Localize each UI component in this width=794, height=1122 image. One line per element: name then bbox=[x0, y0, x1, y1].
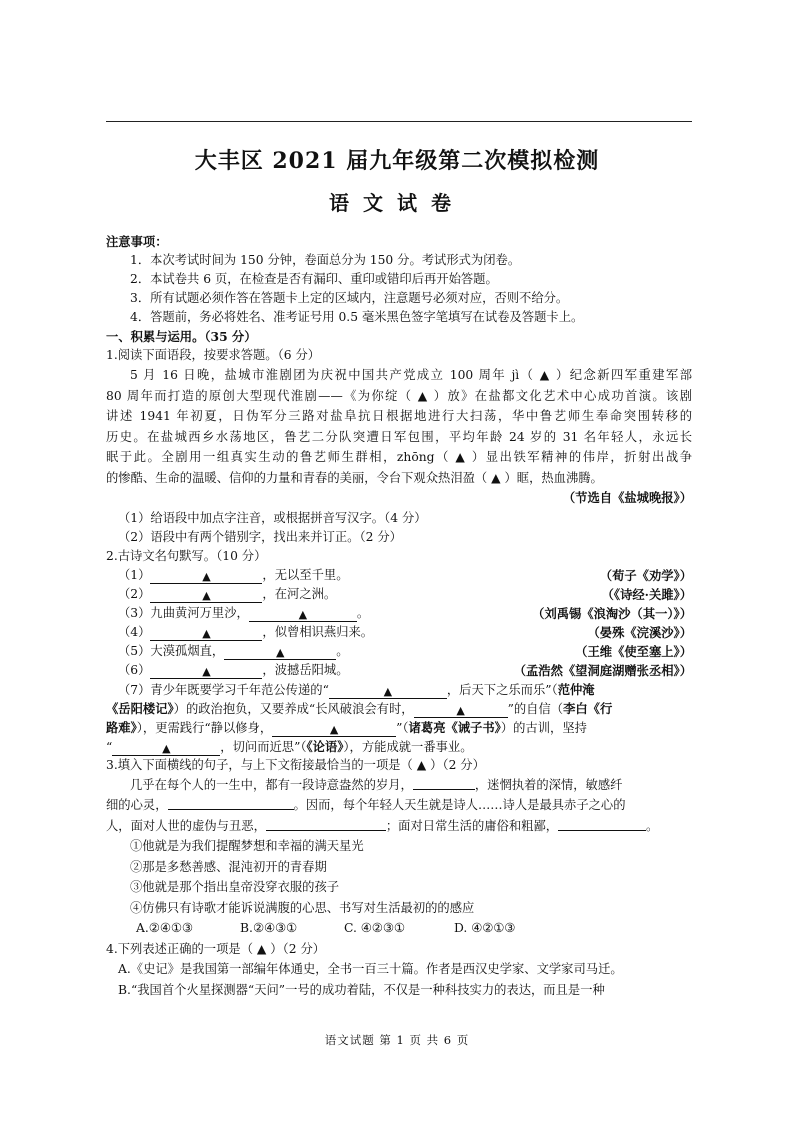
q7-text: ”（ bbox=[396, 720, 409, 735]
recitation-line bbox=[106, 585, 692, 604]
recitation-line bbox=[106, 623, 692, 642]
line-source: （王维《使至塞上》） bbox=[575, 643, 692, 659]
answer-blank[interactable]: ▲ bbox=[150, 589, 262, 603]
question-stem: 3.填入下面横线的句子，与上下文衔接最恰当的一项是（ ▲ ）（2 分） bbox=[106, 757, 485, 772]
q7-source: 路难》 bbox=[106, 719, 137, 735]
suffix-text: ，波撼岳阳城。 bbox=[262, 662, 349, 677]
q4-option-b: B.“我国首个火星探测器“天问”一号的成功着陆，不仅是一种科技实力的表达，而且是一种 bbox=[118, 982, 605, 997]
passage-source-row bbox=[106, 488, 692, 509]
line-source: （孟浩然《望洞庭湖赠张丞相》） bbox=[513, 662, 692, 678]
choice-c[interactable]: C. ④②③① bbox=[344, 921, 405, 935]
passage-line: 眠于此。全剧用一组真实生动的鲁艺师生群相，zhōng（ ▲ ）显出铁军精神的伟岸，折射出战争 bbox=[106, 450, 692, 464]
recitation-line-7 bbox=[106, 680, 692, 699]
q7-source: 诸葛亮《诫子书》 bbox=[408, 719, 501, 735]
exam-subtitle: 语文试卷 bbox=[329, 191, 465, 215]
q3-text: ；面对日常生活的庸俗和粗鄙， bbox=[385, 818, 559, 833]
q7-source: 李白《行 bbox=[563, 700, 613, 716]
sub-question: （1）给语段中加点字注音，或根据拼音写汉字。（4 分） bbox=[118, 510, 427, 525]
q3-choices bbox=[106, 918, 692, 939]
item-number: （5） bbox=[118, 643, 151, 658]
line-source: （荀子《劝学》） bbox=[599, 567, 692, 583]
notice-item: 3．所有试题必须作答在答题卡上定的区域内，注意题号必须对应，否则不给分。 bbox=[130, 291, 569, 305]
recitation-line-7 bbox=[106, 699, 692, 718]
answer-blank[interactable]: ▲ bbox=[150, 570, 262, 584]
q7-text: ）的古训，坚持 bbox=[500, 720, 587, 735]
q7-text: （7）青少年既要学习千年范公传递的“ bbox=[118, 682, 329, 697]
notice-item: 2．本试卷共 6 页，在检查是否有漏印、重印或错印后再开始答题。 bbox=[130, 272, 498, 286]
choice-a[interactable]: A.②④①③ bbox=[136, 921, 193, 935]
answer-blank[interactable]: ▲ bbox=[414, 704, 508, 718]
q7-text: ），方能成就一番事业。 bbox=[343, 739, 473, 754]
q7-text: ），更需践行“静以修身， bbox=[136, 720, 273, 735]
q3-text: 细的心灵， bbox=[106, 798, 168, 812]
answer-blank[interactable]: ▲ bbox=[150, 665, 262, 679]
item-number: （6） bbox=[118, 662, 151, 677]
recitation-line bbox=[106, 642, 692, 661]
passage-line: 讲述 1941 年初夏，日伪军分三路对盐阜抗日根据地进行大扫荡，华中鲁艺师生奉命突围转移的 bbox=[106, 409, 692, 423]
q7-text: ”的自信（ bbox=[507, 701, 564, 716]
question-stem: 1.阅读下面语段，按要求答题。（6 分） bbox=[106, 348, 321, 362]
sub-question: （2）语段中有两个错别字，找出来并订正。（2 分） bbox=[118, 529, 402, 544]
section-heading: 一、积累与运用。（35 分） bbox=[106, 329, 257, 344]
answer-blank[interactable]: ▲ bbox=[249, 608, 357, 622]
q3-passage-line bbox=[106, 816, 692, 837]
q3-option: ③他就是那个指出皇帝没穿衣服的孩子 bbox=[130, 880, 340, 894]
recitation-line bbox=[106, 604, 692, 623]
q7-source: 范仲淹 bbox=[557, 681, 595, 697]
passage-line: 的惨酷、生命的温暖、信仰的力量和青春的美丽，令台下观众热泪盈（ ▲ ）眶，热血沸腾。 bbox=[106, 470, 603, 485]
q3-text: 。 bbox=[646, 818, 659, 833]
passage-line: 5 月 16 日晚，盐城市淮剧团为庆祝中国共产党成立 100 周年 jì（ ▲ ）纪念新四军重建军部 bbox=[130, 368, 692, 382]
suffix-text: 。 bbox=[356, 605, 370, 620]
q7-text: ）的政治抱负，又要养成“长风破浪会有时， bbox=[173, 701, 414, 716]
q3-passage-line bbox=[106, 795, 692, 816]
answer-blank[interactable] bbox=[558, 817, 646, 831]
line-source: （晏殊《浣溪沙》） bbox=[587, 624, 692, 640]
choice-b[interactable]: B.②④③① bbox=[240, 921, 298, 935]
suffix-text: ，无以至千里。 bbox=[262, 567, 349, 582]
notice-heading: 注意事项： bbox=[106, 234, 168, 249]
header-rule bbox=[106, 121, 692, 122]
passage-source: （节选自《盐城晚报》） bbox=[562, 490, 692, 505]
q4-option-a: A.《史记》是我国第一部编年体通史，全书一百三十篇。作者是西汉史学家、文学家司马迁。 bbox=[118, 962, 623, 976]
answer-blank[interactable] bbox=[168, 796, 294, 810]
q3-text: 。因而，每个年轻人天生就是诗人……诗人是最具赤子之心的 bbox=[293, 798, 626, 812]
item-number: （3） bbox=[118, 605, 151, 620]
passage-line: 历史。在盐城西乡水荡地区，鲁艺二分队突遭日军包围，平均年龄 24 岁的 31 名年轻人，永远长 bbox=[106, 429, 692, 444]
page-footer: 语文试题 第 1 页 共 6 页 bbox=[324, 1033, 470, 1047]
recitation-line-7 bbox=[106, 718, 692, 737]
q3-option: ①他就是为我们提醒梦想和幸福的满天星光 bbox=[130, 839, 364, 853]
suffix-text: ，在河之洲。 bbox=[262, 586, 337, 601]
q3-passage-line bbox=[106, 775, 692, 796]
q7-source: 《论语》 bbox=[306, 738, 344, 754]
q3-text: ，迷惘执着的深情，敏感纤 bbox=[474, 777, 623, 792]
question-stem: 2.古诗文名句默写。（10 分） bbox=[106, 548, 267, 563]
q7-text: “ bbox=[106, 739, 113, 754]
item-number: （2） bbox=[118, 586, 151, 601]
line-source: （刘禹锡《浪淘沙（其一）》） bbox=[532, 605, 692, 621]
exam-title: 大丰区 2021 届九年级第二次模拟检测 bbox=[194, 148, 600, 174]
answer-blank[interactable]: ▲ bbox=[112, 742, 220, 756]
prefix-text: 大漠孤烟直， bbox=[150, 643, 225, 658]
q3-option: ④仿佛只有诗歌才能诉说满腹的心思、书写对生活最初的的感应 bbox=[130, 900, 475, 915]
item-number: （1） bbox=[118, 567, 151, 582]
notice-item: 4．答题前，务必将姓名、准考证号用 0.5 毫米黑色签字笔填写在试卷及答题卡上。 bbox=[130, 310, 584, 324]
answer-blank[interactable]: ▲ bbox=[150, 627, 262, 641]
answer-blank[interactable]: ▲ bbox=[224, 646, 336, 660]
prefix-text: 九曲黄河万里沙， bbox=[150, 605, 249, 620]
answer-blank[interactable] bbox=[266, 817, 386, 831]
notice-item: 1．本次考试时间为 150 分钟，卷面总分为 150 分。考试形式为闭卷。 bbox=[130, 253, 521, 267]
exam-body bbox=[106, 232, 692, 1000]
item-number: （4） bbox=[118, 624, 151, 639]
recitation-line bbox=[106, 661, 692, 680]
answer-blank[interactable]: ▲ bbox=[272, 723, 396, 737]
passage-line: 80 周年而打造的原创大型现代淮剧——《为你绽（ ▲ ）放》在盐都文化艺术中心成功首演。该剧 bbox=[106, 388, 692, 403]
q7-text: ，切问而近思”（ bbox=[220, 739, 307, 754]
line-source: （《诗经·关雎》） bbox=[601, 586, 692, 602]
choice-d[interactable]: D. ④②①③ bbox=[454, 921, 516, 935]
q7-source: 《岳阳楼记》 bbox=[106, 700, 174, 716]
q3-option: ②那是多愁善感、混沌初开的青春期 bbox=[130, 859, 327, 874]
q3-text: 几乎在每个人的一生中，都有一段诗意盎然的岁月， bbox=[130, 777, 413, 792]
recitation-line bbox=[106, 566, 692, 585]
suffix-text: ，似曾相识燕归来。 bbox=[262, 624, 374, 639]
recitation-line-7 bbox=[106, 737, 692, 756]
q3-text: 人，面对人世的虚伪与丑恶， bbox=[106, 818, 266, 833]
q7-text: ，后天下之乐而乐”（ bbox=[446, 682, 558, 697]
answer-blank[interactable] bbox=[413, 776, 475, 790]
question-stem: 4.下列表述正确的一项是（ ▲ ）（2 分） bbox=[106, 941, 326, 956]
suffix-text: 。 bbox=[336, 643, 349, 658]
answer-blank[interactable]: ▲ bbox=[329, 685, 447, 699]
